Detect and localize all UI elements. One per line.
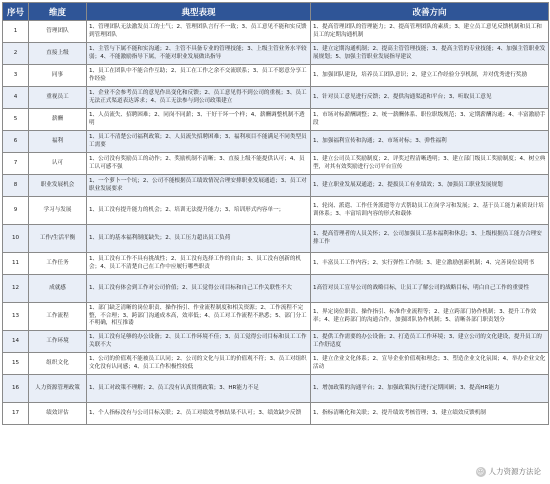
row-dimension: 组织文化 (29, 353, 87, 375)
row-improvement: 1、增加政策的沟通平台；2、加强政策执行进行定期回顾；3、提高HR能力 (311, 375, 549, 403)
table-body (3, 21, 549, 425)
row-index: 8 (3, 175, 29, 197)
row-typical: 1、员工没有足够的办公设备；2、员工工作环境不佳；3、员工觉得公司目标和员工工作关联不大 (87, 331, 311, 353)
header-index: 序号 (3, 3, 29, 21)
row-dimension: 工作任务 (29, 253, 87, 275)
row-typical: 1、管理团队无法激发员工的士气；2、管理团队言行不一致；3、员工意见不能和实反馈到管理团队 (87, 21, 311, 43)
row-dimension: 工作环境 (29, 331, 87, 353)
row-dimension: 重视员工 (29, 87, 87, 109)
table-row (3, 21, 549, 43)
row-index: 7 (3, 153, 29, 175)
row-typical: 1、个人指标没有与公司目标关联；2、员工对绩效考核结果不认可；3、绩效缺少反馈 (87, 403, 311, 425)
row-improvement: 1、提高管理者的人员关怀；2、公司加强员工基本福利和休息；3、上级根据员工能力合理安排工作 (311, 225, 549, 253)
row-typical: 1、主管与下属不能和实沟通；2、主管不具备专业的管理技能；3、上级主管业务水平较弱；4、不能激励指导下属，不能对职业发展做出指导 (87, 43, 311, 65)
row-index: 1 (3, 21, 29, 43)
row-dimension: 福利 (29, 131, 87, 153)
row-improvement: 1、针对员工意见进行反馈；2、提供沟通渠道和平台；3、听取员工意见 (311, 87, 549, 109)
row-improvement: 1、建立职业发展双通道；2、提拔员工有业绩效；3、加强员工职业发展规划 (311, 175, 549, 197)
row-index: 2 (3, 43, 29, 65)
row-improvement: 1、加强福利宣传和沟通；2、市场对标；3、弹性福利 (311, 131, 549, 153)
row-improvement: 1、加强团队建设，培养员工团队意识；2、建立工作经验分享机制，并对优秀进行奖励 (311, 65, 549, 87)
table-row (3, 131, 549, 153)
row-index: 11 (3, 253, 29, 275)
row-improvement: 1、指标清晰化和关联；2、提升绩效考核管理；3、建立绩效反馈机制 (311, 403, 549, 425)
table-row (3, 403, 549, 425)
row-improvement: 1、提供工作需要的办公设备；2、打造员工工作环境；3、建立公司的文化建设，提升员工的工作舒适度 (311, 331, 549, 353)
table-row (3, 43, 549, 65)
header-dimension: 维度 (29, 3, 87, 21)
row-typical: 1、公司没有奖励员工的动作；2、奖励机制不清晰；3、直接上级不能提供认可；4、员工认可感不强 (87, 153, 311, 175)
table-row (3, 197, 549, 225)
row-typical: 1、员工没有工作不具有挑战性；2、员工没有选择工作的自由；3、员工没有创新的机会；4、员工不清楚自己在工作中应履行哪些职责 (87, 253, 311, 275)
row-index: 12 (3, 275, 29, 303)
row-dimension: 管理团队 (29, 21, 87, 43)
row-typical: 1、员工没有体会到工作对公司价值；2、员工觉得公司目标和自己工作关联性不大 (87, 275, 311, 303)
row-improvement: 1、建立企业文化体系；2、宣导企业价值观和理念；3、塑造企业文化氛围；4、举办企业文化活动 (311, 353, 549, 375)
row-index: 15 (3, 353, 29, 375)
row-typical: 1、员工的基本福利制度缺失；2、员工压力超出员工负荷 (87, 225, 311, 253)
row-typical: 1、企业不会参考员工的意见作出变化和反馈；2、员工意见得不到公司的重视；3、员工无法正式渠道表达诉求；4、员工无法参与到公司政策建立 (87, 87, 311, 109)
row-typical: 1、员工没有提升能力的机会；2、培训无法提升能力；3、培训形式内容单一； (87, 197, 311, 225)
row-typical: 1、员工对政策不理解；2、员工没有认真贯彻政策；3、HR能力不足 (87, 375, 311, 403)
table-row (3, 65, 549, 87)
table-row (3, 87, 549, 109)
row-improvement: 1、轮岗、派遣、工作任务派遣等方式帮助员工在岗学习和发展；2、基于员工能力素质设计培训体系；3、丰富培训内容的形式和载体 (311, 197, 549, 225)
row-index: 16 (3, 375, 29, 403)
row-index: 14 (3, 331, 29, 353)
row-dimension: 直接上级 (29, 43, 87, 65)
table-row (3, 153, 549, 175)
table-header-row (3, 3, 549, 21)
row-dimension: 工作流程 (29, 303, 87, 331)
header-improvement: 改善方向 (311, 3, 549, 21)
row-index: 4 (3, 87, 29, 109)
row-index: 9 (3, 197, 29, 225)
header-typical: 典型表现 (87, 3, 311, 21)
watermark-text: 人力资源方法论 (488, 467, 541, 476)
row-typical: 1、员工不清楚公司福利政策；2、人员流失招聘困难；3、福利项目不能满足不同类型员工需要 (87, 131, 311, 153)
table-row (3, 303, 549, 331)
row-dimension: 职业发展机会 (29, 175, 87, 197)
row-improvement: 1高管对员工宣导公司的战略目标，让员工了解公司的战略目标，明白自己工作的重要性 (311, 275, 549, 303)
watermark (473, 465, 545, 478)
row-improvement: 1、提高管理团队的管理能力；2、提高管理团队的素质；3、建立员工意见反馈机制和员工和员工的定期沟通机制 (311, 21, 549, 43)
row-improvement: 1、市场对标薪酬调整；2、统一薪酬体系、职位职级规范；3、定期薪酬沟通；4、丰富激励手段 (311, 109, 549, 131)
row-dimension: 同事 (29, 65, 87, 87)
row-typical: 1、一个萝卜一个坑；2、公司不能根据员工绩效情况合理安排职业发展通道；3、员工对职业发展要求 (87, 175, 311, 197)
row-index: 17 (3, 403, 29, 425)
row-typical: 1、人员流失、招聘困难；2、同岗不同薪；3、干好干坏一个样；4、薪酬调整机制不透明 (87, 109, 311, 131)
table-row (3, 331, 549, 353)
row-dimension: 成就感 (29, 275, 87, 303)
row-index: 10 (3, 225, 29, 253)
row-dimension: 学习与发展 (29, 197, 87, 225)
table-row (3, 175, 549, 197)
row-dimension: 绩效评估 (29, 403, 87, 425)
engagement-table (2, 2, 549, 425)
table-row (3, 253, 549, 275)
table-row (3, 225, 549, 253)
row-index: 13 (3, 303, 29, 331)
table-row (3, 375, 549, 403)
row-improvement: 1、建立定期沟通机制；2、提高主管管理技能；3、提高主管的专业技能；4、加强主管职业发展规划；5、加强主管职业发展指导建议 (311, 43, 549, 65)
row-typical: 1、员工在团队中不能合作互助；2、员工在工作之余不交流联系；3、员工不愿意分享工作经验 (87, 65, 311, 87)
row-index: 3 (3, 65, 29, 87)
row-improvement: 1、建立公司员工奖励制度；2、评奖过程清晰透明；3、建立部门级员工奖励制度；4、树立典型，对其有效奖励进行公司平台宣传 (311, 153, 549, 175)
row-index: 5 (3, 109, 29, 131)
table-row (3, 109, 549, 131)
row-dimension: 工作/生活平衡 (29, 225, 87, 253)
row-improvement: 1、丰富员工工作内容；2、实行弹性工作制；3、建立激励创新机制；4、完善岗位说明书 (311, 253, 549, 275)
table-row (3, 275, 549, 303)
row-dimension: 认可 (29, 153, 87, 175)
table-row (3, 353, 549, 375)
row-typical: 1、公司的价值观不能被员工认同；2、公司的文化与员工的价值观不符；3、员工对组织文化没有认同感；4、员工工作积极性较低 (87, 353, 311, 375)
row-improvement: 1、界定岗位职责、操作指引、标准作业流程等；2、建立跨部门协作机制；3、提升工作效率；4、建立跨部门的沟通合作，加强团队协作机制；5、清晰各部门职责划分 (311, 303, 549, 331)
row-index: 6 (3, 131, 29, 153)
row-dimension: 人力资源管理政策 (29, 375, 87, 403)
row-typical: 1、部门缺乏清晰的岗位职责、操作指引、作业流程制度和相关资源；2、工作流程不完整，不合理；3、跨部门沟通成本高，效率低；4、员工对工作流程不熟悉；5、部门分工不明确，相互推诿 (87, 303, 311, 331)
row-dimension: 薪酬 (29, 109, 87, 131)
person-icon: ☺ (476, 467, 485, 476)
